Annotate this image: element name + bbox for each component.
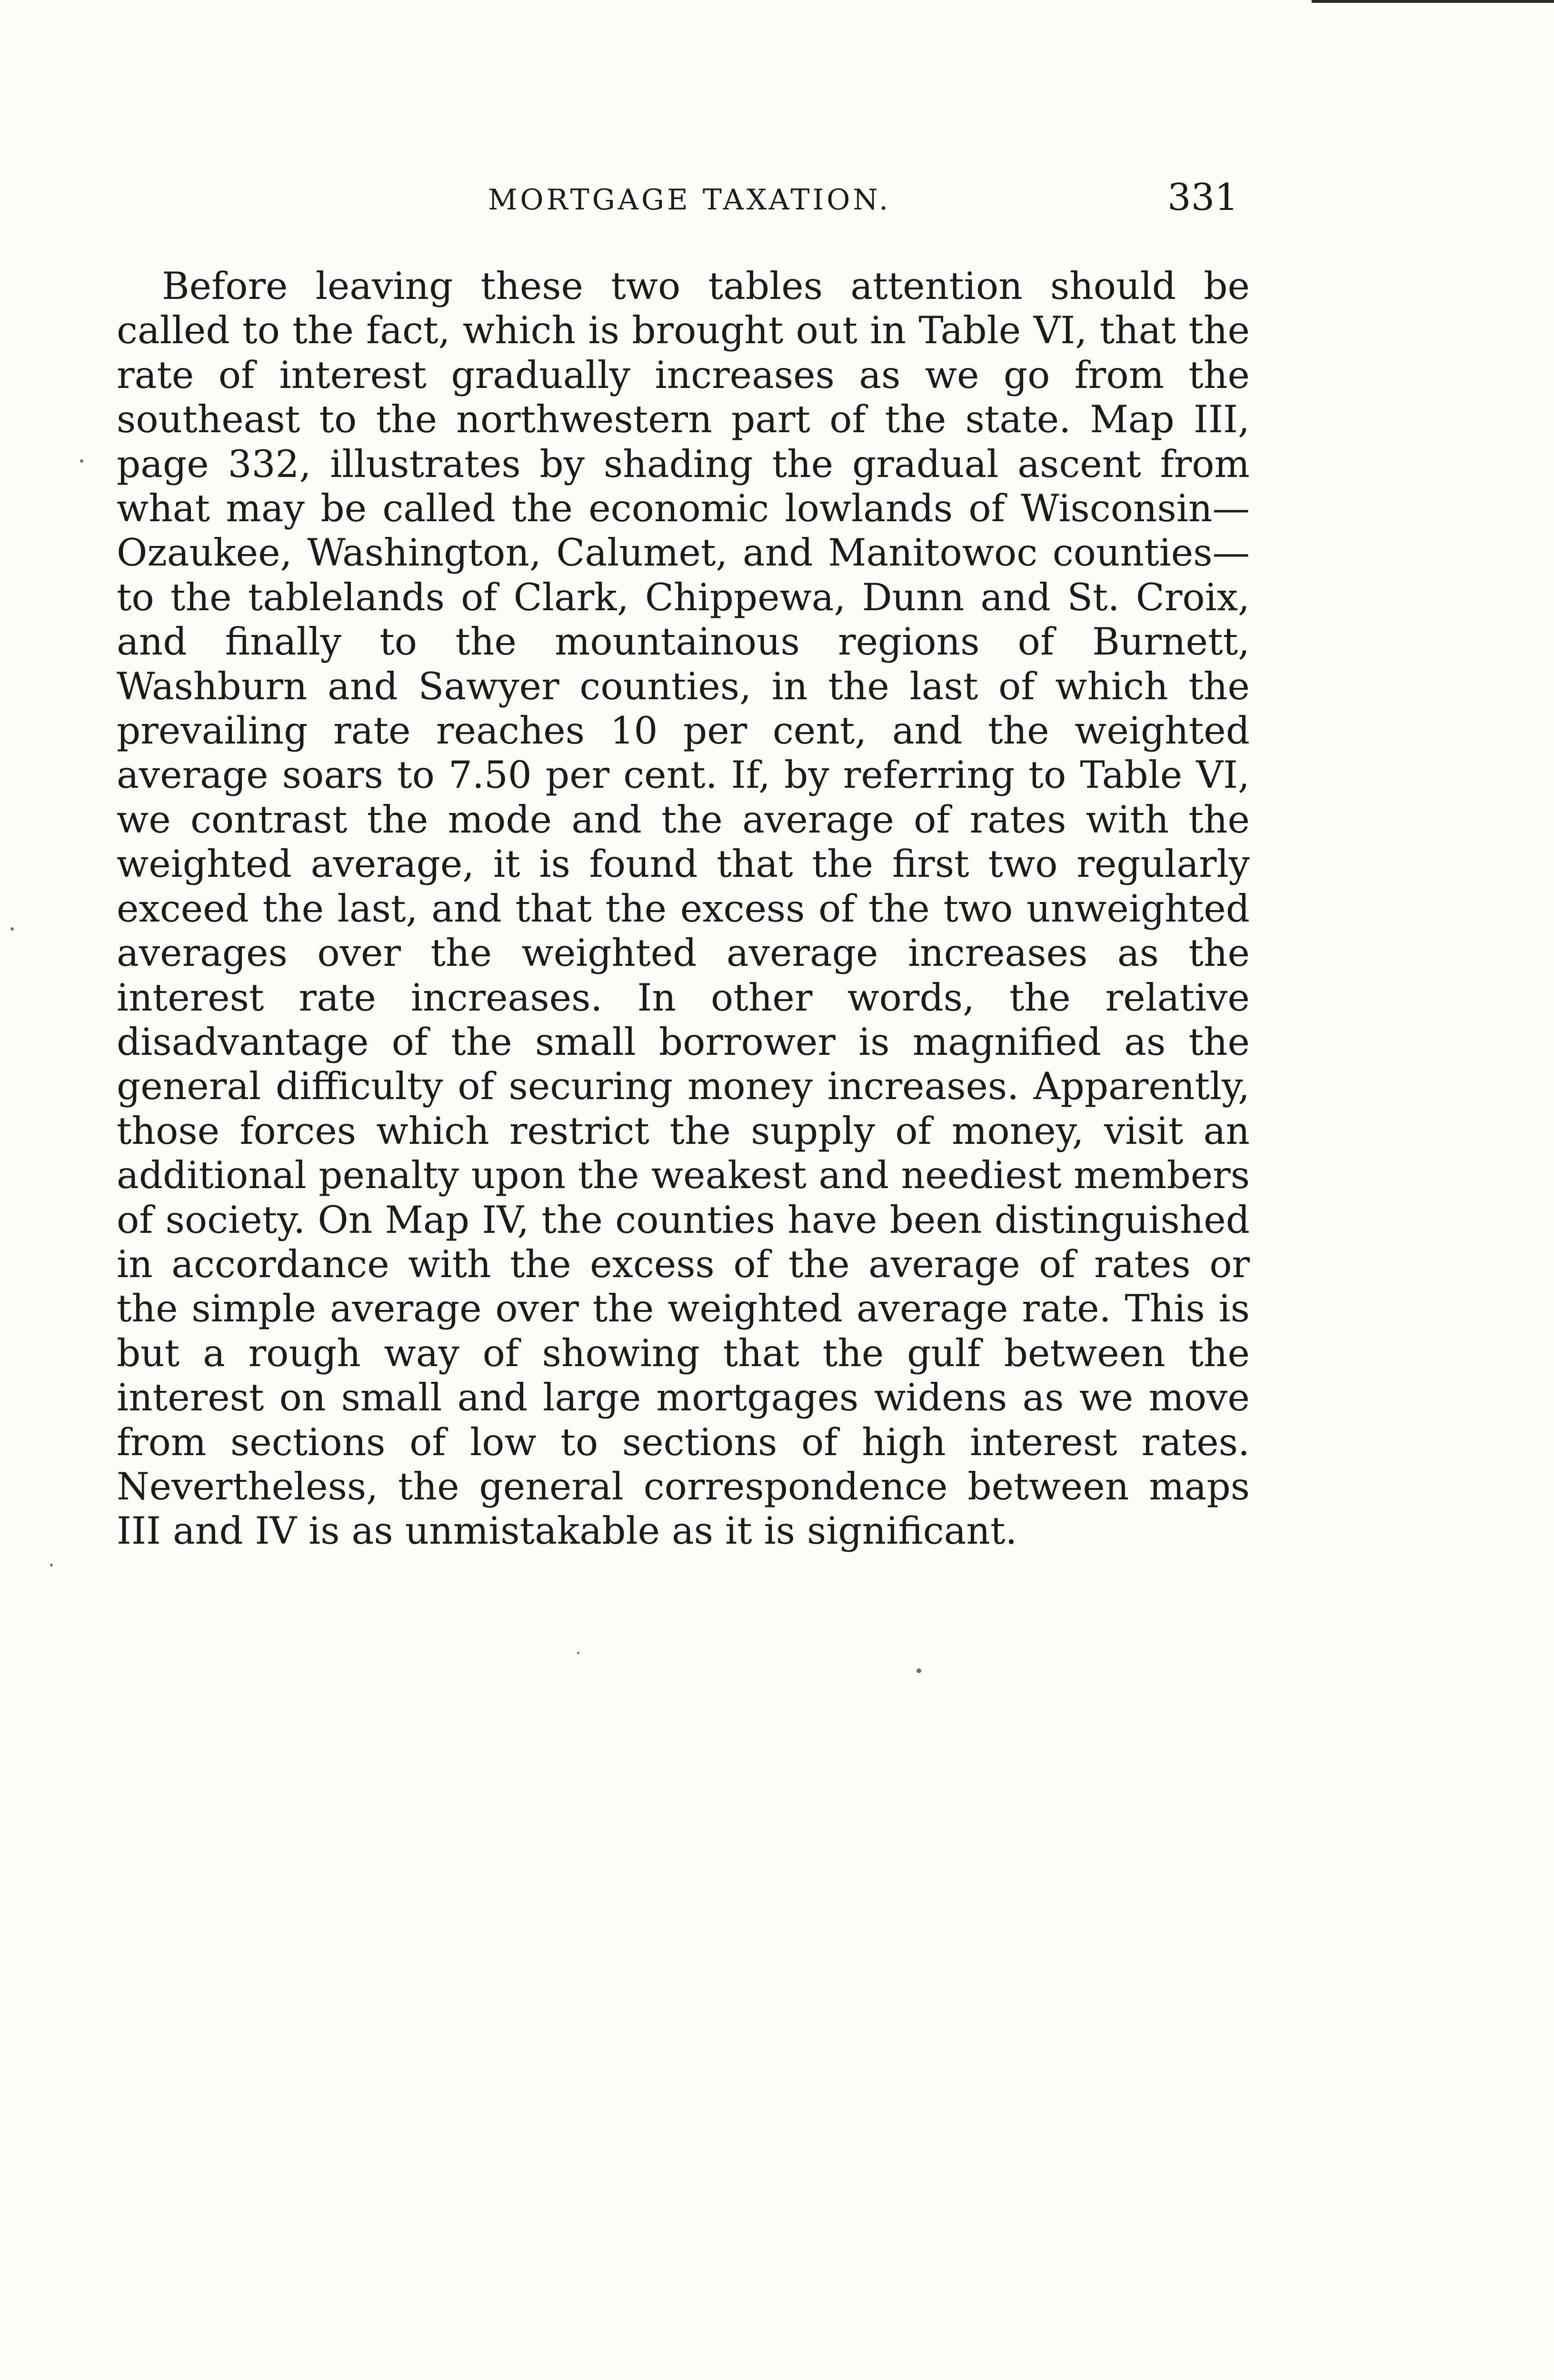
speck — [916, 1668, 921, 1673]
running-head: MORTGAGE TAXATION. — [488, 183, 891, 217]
speck — [50, 1564, 53, 1567]
speck — [10, 927, 14, 931]
speck — [577, 1652, 579, 1654]
speck — [80, 459, 83, 463]
top-edge-rule — [1312, 0, 1554, 3]
page-number: 331 — [1167, 176, 1238, 219]
body-paragraph: Before leaving these two tables attention should be called to the fact, which is brought out in Table VI, that the rate of interest gradually increases as we go from the southeast to the northwestern part of the state. Map III, page 332, illustrates by shading the gradual ascent from what may be called the economic lowlands of Wisconsin—Ozaukee, Washington, Calumet, and Manitowoc counties—to the tablelands of Clark, Chippewa, Dunn and St. Croix, and finally to the mountainous regions of Burnett, Washburn and Sawyer counties, in the last of which the prevailing rate reaches 10 per cent, and the weighted average soars to 7.50 per cent. If, by referring to Table VI, we contrast the mode and the average of rates with the weighted average, it is found that the first two regularly exceed the last, and that the excess of the two unweighted averages over the weighted average increases as the interest rate increases. In other words, the relative disadvantage of the small borrower is magnified as the general difficulty of securing money increases. Apparently, those forces which restrict the supply of money, visit an additional penalty upon the weakest and neediest members of society. On Map IV, the counties have been distinguished in accordance with the excess of the average of rates or the simple average over the weighted average rate. This is but a rough way of showing that the gulf between the interest on small and large mortgages widens as we move from sections of low to sections of high interest rates. Nevertheless, the general correspondence between maps III and IV is as unmistakable as it is significant. — [117, 264, 1250, 1553]
